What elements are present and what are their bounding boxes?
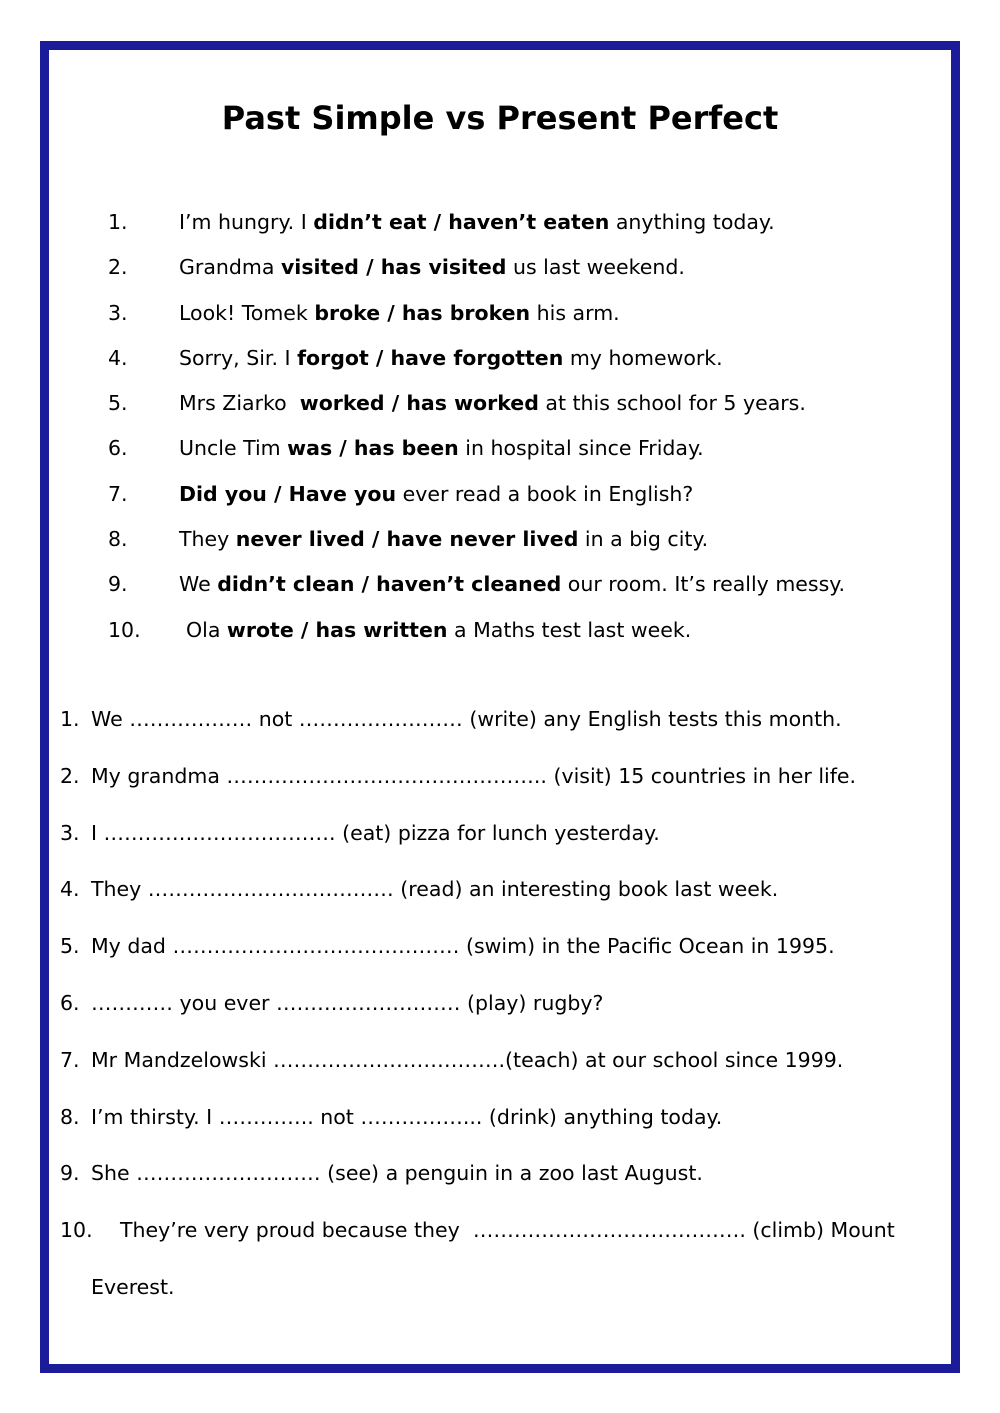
sentence: I’m hungry. I didn’t eat / haven’t eaten anything today.	[179, 210, 775, 234]
choice-exercise	[0, 200, 1000, 653]
list-item	[0, 1032, 1000, 1089]
sentence: She ……………………… (see) a penguin in a zoo last August.	[91, 1161, 703, 1186]
list-item	[0, 562, 1000, 607]
sentence: Uncle Tim was / has been in hospital since Friday.	[179, 436, 704, 461]
item-number: 9.	[60, 1161, 80, 1186]
list-item	[0, 381, 1000, 426]
list-item	[0, 1089, 1000, 1146]
item-number: 9.	[108, 572, 128, 597]
sentence: Sorry, Sir. I forgot / have forgotten my homework.	[179, 345, 723, 370]
item-number: 5.	[60, 934, 80, 959]
verb-options: Did you / Have you	[179, 481, 397, 506]
item-number: 5.	[108, 391, 128, 416]
list-item	[0, 975, 1000, 1032]
item-number: 1.	[60, 707, 80, 731]
sentence: Look! Tomek broke / has broken his arm.	[179, 300, 620, 325]
verb-options: worked / has worked	[299, 391, 539, 416]
list-item	[0, 291, 1000, 336]
item-number: 8.	[108, 527, 128, 552]
sentence: They ……………………………… (read) an interesting book last week.	[91, 877, 779, 902]
verb-options: didn’t clean / haven’t cleaned	[217, 572, 562, 597]
item-number: 7.	[60, 1047, 80, 1072]
sentence: We ……………… not …………………… (write) any English tests this month.	[91, 707, 842, 731]
list-item	[0, 861, 1000, 918]
sentence: They never lived / have never lived in a big city.	[179, 527, 709, 552]
sentence: They’re very proud because they …………………………………. (climb) Mount	[120, 1218, 895, 1243]
item-number: 1.	[108, 210, 128, 234]
sentence: Ola wrote / has written a Maths test last week.	[186, 617, 692, 642]
sentence: I ……………………………. (eat) pizza for lunch yesterday.	[91, 820, 660, 845]
item-number: 4.	[60, 877, 80, 902]
item-number: 4.	[108, 345, 128, 370]
sentence: Did you / Have you ever read a book in English?	[179, 481, 694, 506]
list-item	[0, 918, 1000, 975]
list-item	[0, 748, 1000, 805]
list-item	[0, 1145, 1000, 1202]
verb-options: broke / has broken	[314, 300, 531, 325]
verb-options: was / has been	[287, 436, 459, 461]
item-number: 3.	[108, 300, 128, 325]
sentence: Mr Mandzelowski …………………………….(teach) at our school since 1999.	[91, 1047, 844, 1072]
list-item	[0, 336, 1000, 381]
list-item	[0, 426, 1000, 471]
list-item	[0, 472, 1000, 517]
sentence: Grandma visited / has visited us last weekend.	[179, 255, 685, 280]
sentence: ………… you ever ……………………… (play) rugby?	[91, 990, 604, 1015]
sentence: We didn’t clean / haven’t cleaned our room. It’s really messy.	[179, 572, 845, 597]
sentence: Mrs Ziarko worked / has worked at this school for 5 years.	[179, 391, 806, 416]
verb-options: didn’t eat / haven’t eaten	[313, 210, 610, 234]
item-number: 3.	[60, 820, 80, 845]
list-item	[0, 1202, 1000, 1259]
list-item	[0, 517, 1000, 562]
verb-options: visited / has visited	[280, 255, 507, 280]
verb-options: wrote / has written	[226, 617, 448, 642]
list-item	[0, 200, 1000, 245]
list-item	[0, 608, 1000, 653]
sentence-continuation	[0, 1259, 1000, 1316]
item-number: 7.	[108, 481, 128, 506]
item-number: 8.	[60, 1104, 80, 1129]
sentence: My dad …………………………………… (swim) in the Pacific Ocean in 1995.	[91, 934, 835, 959]
item-number: 2.	[108, 255, 128, 280]
verb-options: never lived / have never lived	[235, 527, 579, 552]
continuation-text: Everest.	[91, 1274, 175, 1299]
item-number: 2.	[60, 763, 80, 788]
list-item	[0, 691, 1000, 748]
item-number: 6.	[108, 436, 128, 461]
sentence: My grandma ……………………………………….. (visit) 15 countries in her life.	[91, 763, 857, 788]
page-title: Past Simple vs Present Perfect	[221, 99, 779, 137]
item-number: 10.	[108, 617, 141, 642]
verb-options: forgot / have forgotten	[297, 345, 564, 370]
item-number: 10.	[60, 1218, 93, 1243]
sentence: I’m thirsty. I ………….. not ……………... (drink) anything today.	[91, 1104, 723, 1129]
fill-in-exercise	[0, 691, 1000, 1316]
list-item	[0, 805, 1000, 862]
item-number: 6.	[60, 990, 80, 1015]
list-item	[0, 245, 1000, 290]
